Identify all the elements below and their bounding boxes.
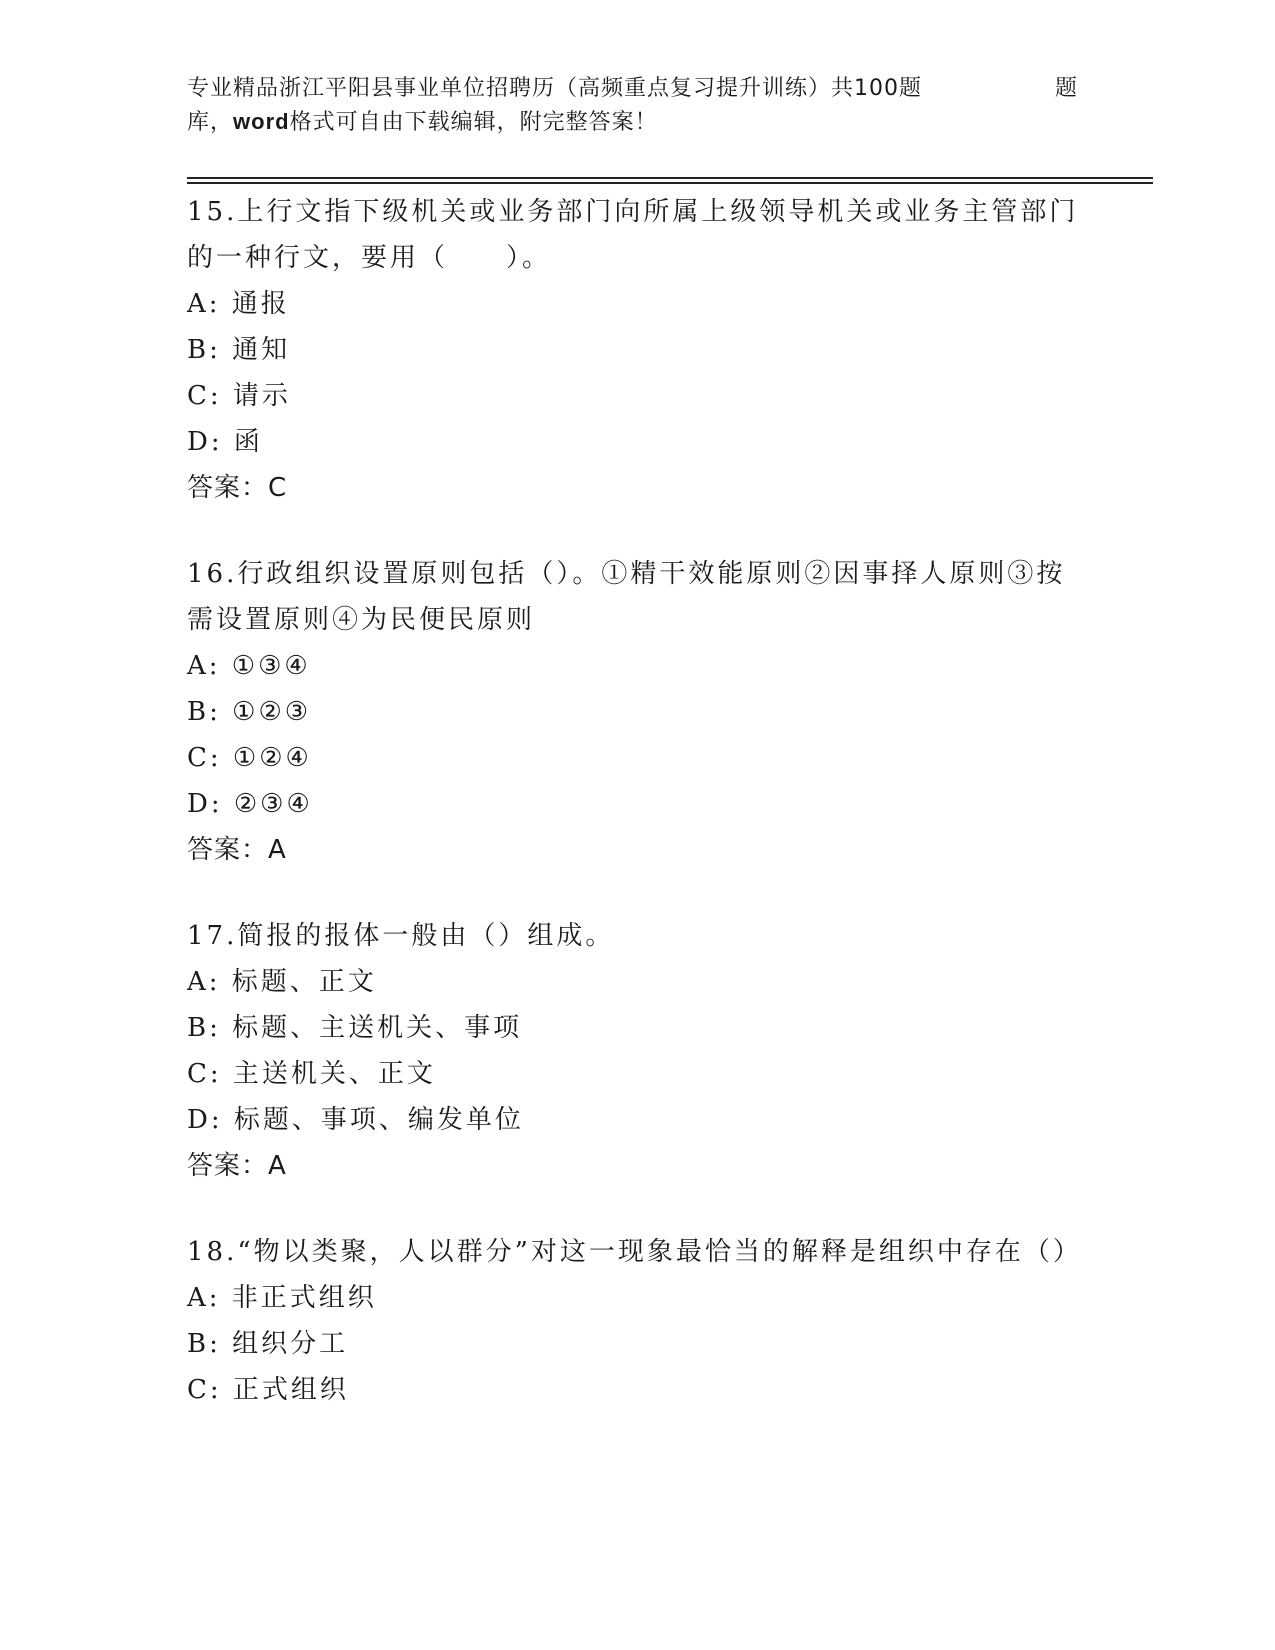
question-stem: 15.上行文指下级机关或业务部门向所属上级领导机关或业务主管部门的一种行文，要用（ ）。 bbox=[187, 197, 1079, 273]
question-item bbox=[187, 551, 1087, 873]
option-c: C: ①②④ bbox=[187, 743, 312, 773]
question-list bbox=[187, 189, 1087, 1453]
question-item bbox=[187, 913, 1087, 1189]
option-b: B: 组织分工 bbox=[187, 1329, 349, 1359]
option-b: B: 通知 bbox=[187, 335, 291, 365]
header-title-text: 专业精品浙江平阳县事业单位招聘历（高频重点复习提升训练）共100题 bbox=[187, 76, 922, 101]
option-a: A: 标题、正文 bbox=[187, 967, 377, 997]
option-d: D: ②③④ bbox=[187, 789, 313, 819]
option-c: C: 主送机关、正文 bbox=[187, 1059, 436, 1089]
option-b: B: ①②③ bbox=[187, 697, 312, 727]
question-item bbox=[187, 189, 1087, 511]
question-stem: 16.行政组织设置原则包括（）。①精干效能原则②因事择人原则③按需设置原则④为民便民原则 bbox=[187, 559, 1066, 635]
answer-line: 答案：C bbox=[187, 473, 288, 503]
question-stem: 17.简报的报体一般由（）组成。 bbox=[187, 921, 615, 951]
header-divider-bottom bbox=[187, 182, 1153, 184]
answer-line: 答案：A bbox=[187, 1151, 287, 1181]
header-line2-prefix: 库， bbox=[187, 110, 234, 135]
header-title-line1 bbox=[187, 72, 1087, 105]
option-d: D: 函 bbox=[187, 427, 263, 457]
answer-line: 答案：A bbox=[187, 835, 287, 865]
option-c: C: 正式组织 bbox=[187, 1375, 349, 1405]
option-c: C: 请示 bbox=[187, 381, 291, 411]
header-line2-suffix: 格式可自由下载编辑，附完整答案！ bbox=[289, 110, 658, 135]
header-title-tail: 题 bbox=[1055, 76, 1079, 101]
question-stem: 18.“物以类聚，人以群分”对这一现象最恰当的解释是组织中存在（） bbox=[187, 1237, 1082, 1267]
option-b: B: 标题、主送机关、事项 bbox=[187, 1013, 523, 1043]
header-title-line2 bbox=[187, 105, 1087, 139]
question-item bbox=[187, 1229, 1087, 1413]
document-header bbox=[187, 72, 1087, 139]
option-a: A: 非正式组织 bbox=[187, 1283, 377, 1313]
header-line2-word: word bbox=[233, 109, 290, 134]
option-d: D: 标题、事项、编发单位 bbox=[187, 1105, 524, 1135]
option-a: A: ①③④ bbox=[187, 651, 311, 681]
option-a: A: 通报 bbox=[187, 289, 290, 319]
header-divider-top bbox=[187, 177, 1153, 179]
